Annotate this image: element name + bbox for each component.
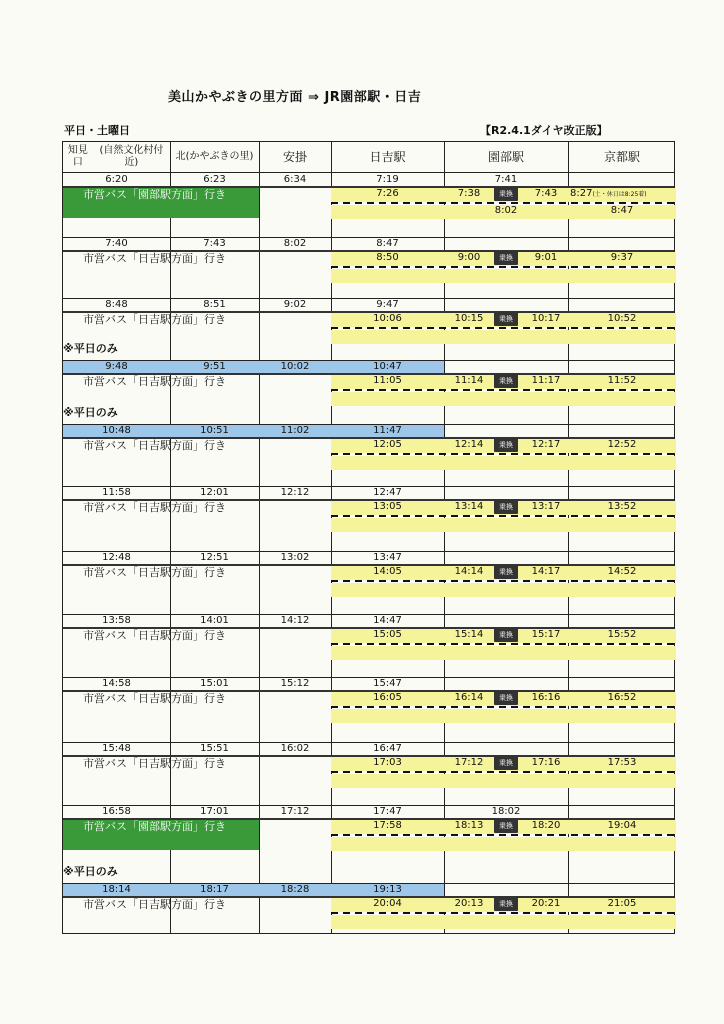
sonobe-bus-arrival: 7:41 — [494, 174, 518, 185]
train-band — [331, 837, 676, 851]
kyoto-arrival: 13:52 — [607, 501, 637, 512]
hiyoshi-departure: 12:05 — [373, 439, 402, 450]
transfer-badge: 乗換 — [494, 897, 518, 911]
bus-time: 9:02 — [283, 299, 307, 310]
trip-top-line — [63, 237, 674, 238]
sonobe-departure: 10:17 — [531, 313, 561, 324]
kyoto-arrival: 17:53 — [607, 757, 637, 768]
bus-time: 14:47 — [373, 615, 402, 626]
kyoto-arrival: 21:05 — [607, 898, 637, 909]
train-band — [331, 269, 676, 283]
column-header-line: 安掛 — [282, 150, 307, 164]
bus-route-label: 市営バス「園部駅方面」行き — [83, 820, 226, 833]
bus-time: 8:02 — [283, 238, 307, 249]
trip-top-line — [63, 424, 674, 425]
train-band — [331, 330, 676, 344]
hiyoshi-departure: 16:05 — [373, 692, 402, 703]
bus-time: 8:51 — [203, 299, 226, 310]
bus-time: 12:47 — [373, 487, 402, 498]
sonobe-arrival: 18:13 — [454, 820, 484, 831]
page-title: 美山かやぶきの里方面 ⇒ JR園部駅・日吉 — [168, 90, 422, 105]
rail-line — [331, 453, 676, 455]
kyoto-arrival: 15:52 — [607, 629, 637, 640]
column-header — [331, 142, 444, 172]
bus-time: 16:47 — [373, 743, 402, 754]
kyoto-arrival: 12:52 — [607, 439, 637, 450]
sonobe-departure: 9:01 — [534, 252, 558, 263]
bus-route-label: 市営バス「日吉駅方面」行き — [83, 566, 226, 579]
sonobe-arrival: 15:14 — [454, 629, 484, 640]
bus-route-label: 市営バス「日吉駅方面」行き — [83, 757, 226, 770]
kyoto-second-arrival: 8:47 — [610, 205, 634, 216]
bus-time: 16:02 — [280, 743, 310, 754]
sonobe-departure: 11:17 — [531, 375, 561, 386]
rail-line — [331, 580, 676, 582]
sonobe-arrival: 17:12 — [454, 757, 484, 768]
bus-time: 6:34 — [283, 174, 307, 185]
hiyoshi-departure: 10:06 — [373, 313, 402, 324]
sonobe-arrival: 9:00 — [457, 252, 481, 263]
bus-time: 10:47 — [373, 361, 402, 372]
column-header-line: 北 — [175, 151, 186, 162]
sonobe-departure: 12:17 — [531, 439, 561, 450]
bus-time: 10:02 — [280, 361, 310, 372]
transfer-badge: 乗換 — [494, 251, 518, 265]
bus-route-label: 市営バス「日吉駅方面」行き — [83, 313, 226, 326]
bus-time: 10:48 — [102, 425, 131, 436]
sonobe-arrival: 10:15 — [454, 313, 484, 324]
weekday-only-note: ※平日のみ — [63, 342, 118, 355]
sonobe-departure: 15:17 — [531, 629, 561, 640]
column-header — [568, 142, 676, 172]
bus-time: 12:51 — [200, 552, 229, 563]
bus-route-label: 市営バス「日吉駅方面」行き — [83, 501, 226, 514]
sonobe-second-departure: 8:02 — [494, 205, 518, 216]
kyoto-arrival: 9:37 — [610, 252, 634, 263]
bus-time: 15:48 — [102, 743, 131, 754]
hiyoshi-departure: 20:04 — [373, 898, 402, 909]
column-header-line: 知見口 — [67, 145, 88, 168]
hiyoshi-departure: 15:05 — [373, 629, 402, 640]
trip-top-line — [63, 486, 674, 487]
transfer-badge: 乗換 — [494, 187, 518, 201]
train-band — [331, 774, 676, 788]
trip-top-line — [63, 551, 674, 552]
bus-route-label: 市営バス「日吉駅方面」行き — [83, 252, 226, 265]
sonobe-bus-arrival: 18:02 — [491, 806, 521, 817]
bus-time: 15:51 — [200, 743, 229, 754]
bus-time: 9:48 — [105, 361, 128, 372]
trip-top-line — [63, 742, 674, 743]
sonobe-arrival: 13:14 — [454, 501, 484, 512]
bus-time: 10:51 — [200, 425, 229, 436]
weekday-only-note: ※平日のみ — [63, 865, 118, 878]
train-band — [331, 518, 676, 532]
rail-line — [331, 327, 676, 329]
rail-line — [331, 706, 676, 708]
train-band — [331, 709, 676, 723]
rail-line — [331, 389, 676, 391]
bus-time: 14:58 — [102, 678, 131, 689]
bus-time: 11:02 — [280, 425, 310, 436]
sonobe-departure: 20:21 — [531, 898, 561, 909]
rail-line — [331, 515, 676, 517]
bus-time: 17:01 — [200, 806, 229, 817]
sonobe-departure: 13:17 — [531, 501, 561, 512]
rail-line — [331, 912, 676, 914]
bus-route-label: 市営バス「日吉駅方面」行き — [83, 375, 226, 388]
bus-time: 15:01 — [200, 678, 229, 689]
hiyoshi-departure: 14:05 — [373, 566, 402, 577]
bus-route-label: 市営バス「日吉駅方面」行き — [83, 898, 226, 911]
rail-line — [331, 834, 676, 836]
bus-time: 12:12 — [280, 487, 310, 498]
bus-time: 15:47 — [373, 678, 402, 689]
revision-note: 【R2.4.1ダイヤ改正版】 — [480, 124, 608, 137]
bus-route-label: 市営バス「園部駅方面」行き — [83, 188, 226, 201]
bus-time: 17:12 — [280, 806, 310, 817]
bus-time: 9:47 — [376, 299, 399, 310]
bus-time: 14:01 — [200, 615, 229, 626]
kyoto-arrival: 11:52 — [607, 375, 637, 386]
kyoto-arrival: 16:52 — [607, 692, 637, 703]
train-band — [331, 583, 676, 597]
bus-time: 18:28 — [280, 884, 310, 895]
rail-line — [331, 266, 676, 268]
bus-time: 6:20 — [105, 174, 128, 185]
bus-time: 9:51 — [203, 361, 226, 372]
kyoto-arrival: 14:52 — [607, 566, 637, 577]
transfer-badge: 乗換 — [494, 565, 518, 579]
trip-top-line — [63, 677, 674, 678]
bus-time: 13:47 — [373, 552, 402, 563]
hiyoshi-departure: 11:05 — [373, 375, 402, 386]
bus-time: 14:12 — [280, 615, 310, 626]
bus-time: 13:58 — [102, 615, 131, 626]
service-days: 平日・土曜日 — [64, 124, 130, 137]
column-header — [170, 142, 259, 172]
column-divider — [259, 142, 260, 933]
train-band — [331, 915, 676, 929]
bus-time: 12:01 — [200, 487, 229, 498]
column-header — [63, 142, 170, 172]
header-divider — [63, 172, 674, 173]
kyoto-arrival: 10:52 — [607, 313, 637, 324]
column-header-line: (かやぶきの里) — [185, 151, 254, 162]
trip-top-line — [63, 614, 674, 615]
hiyoshi-departure: 17:58 — [373, 820, 402, 831]
sonobe-arrival: 20:13 — [454, 898, 484, 909]
hiyoshi-departure: 7:26 — [376, 188, 399, 199]
trip-top-line — [63, 883, 674, 884]
bus-time: 18:14 — [102, 884, 131, 895]
bus-time: 7:43 — [203, 238, 226, 249]
transfer-badge: 乗換 — [494, 819, 518, 833]
sonobe-arrival: 12:14 — [454, 439, 484, 450]
column-header-line: 園部駅 — [487, 150, 524, 164]
sonobe-arrival: 16:14 — [454, 692, 484, 703]
bus-time: 12:48 — [102, 552, 131, 563]
bus-time: 7:40 — [105, 238, 128, 249]
bus-time: 18:17 — [200, 884, 229, 895]
bus-time: 8:48 — [105, 299, 128, 310]
column-header — [444, 142, 568, 172]
transfer-badge: 乗換 — [494, 628, 518, 642]
train-band — [331, 646, 676, 660]
train-band — [331, 456, 676, 470]
column-header-line: 京都駅 — [603, 150, 640, 164]
transfer-badge: 乗換 — [494, 756, 518, 770]
transfer-badge: 乗換 — [494, 500, 518, 514]
sonobe-departure: 7:43 — [534, 188, 558, 199]
bus-route-label: 市営バス「日吉駅方面」行き — [83, 692, 226, 705]
sonobe-arrival: 7:38 — [457, 188, 481, 199]
sonobe-departure: 18:20 — [531, 820, 561, 831]
trip-top-line — [63, 805, 674, 806]
bus-time: 8:47 — [376, 238, 399, 249]
transfer-badge: 乗換 — [494, 438, 518, 452]
hiyoshi-departure: 17:03 — [373, 757, 402, 768]
bus-time: 13:02 — [280, 552, 310, 563]
bus-time: 11:47 — [373, 425, 402, 436]
sonobe-departure: 14:17 — [531, 566, 561, 577]
bus-time: 6:23 — [203, 174, 226, 185]
bus-time: 19:13 — [373, 884, 402, 895]
rail-line — [331, 771, 676, 773]
column-header-line: 日吉駅 — [369, 150, 406, 164]
bus-time: 16:58 — [102, 806, 131, 817]
bus-time: 11:58 — [102, 487, 131, 498]
timetable — [62, 141, 675, 934]
column-header-line: (自然文化村付近) — [99, 145, 164, 168]
kyoto-weekend-note: (土・休日は8:25着) — [592, 191, 647, 198]
transfer-badge: 乗換 — [494, 374, 518, 388]
transfer-badge: 乗換 — [494, 312, 518, 326]
weekday-only-note: ※平日のみ — [63, 406, 118, 419]
transfer-badge: 乗換 — [494, 691, 518, 705]
sonobe-departure: 16:16 — [531, 692, 561, 703]
bus-route-label: 市営バス「日吉駅方面」行き — [83, 439, 226, 452]
rail-line — [331, 202, 676, 204]
rail-line — [331, 643, 676, 645]
bus-time: 15:12 — [280, 678, 310, 689]
hiyoshi-departure: 8:50 — [376, 252, 399, 263]
bus-time: 7:19 — [376, 174, 399, 185]
trip-top-line — [63, 298, 674, 299]
bus-route-label: 市営バス「日吉駅方面」行き — [83, 629, 226, 642]
column-header — [259, 142, 331, 172]
train-band — [331, 392, 676, 406]
kyoto-arrival: 8:27(土・休日は8:25着) — [570, 188, 647, 199]
sonobe-arrival: 14:14 — [454, 566, 484, 577]
trip-top-line — [63, 360, 674, 361]
hiyoshi-departure: 13:05 — [373, 501, 402, 512]
sonobe-arrival: 11:14 — [454, 375, 484, 386]
sonobe-departure: 17:16 — [531, 757, 561, 768]
bus-time: 17:47 — [373, 806, 402, 817]
kyoto-arrival: 19:04 — [607, 820, 637, 831]
